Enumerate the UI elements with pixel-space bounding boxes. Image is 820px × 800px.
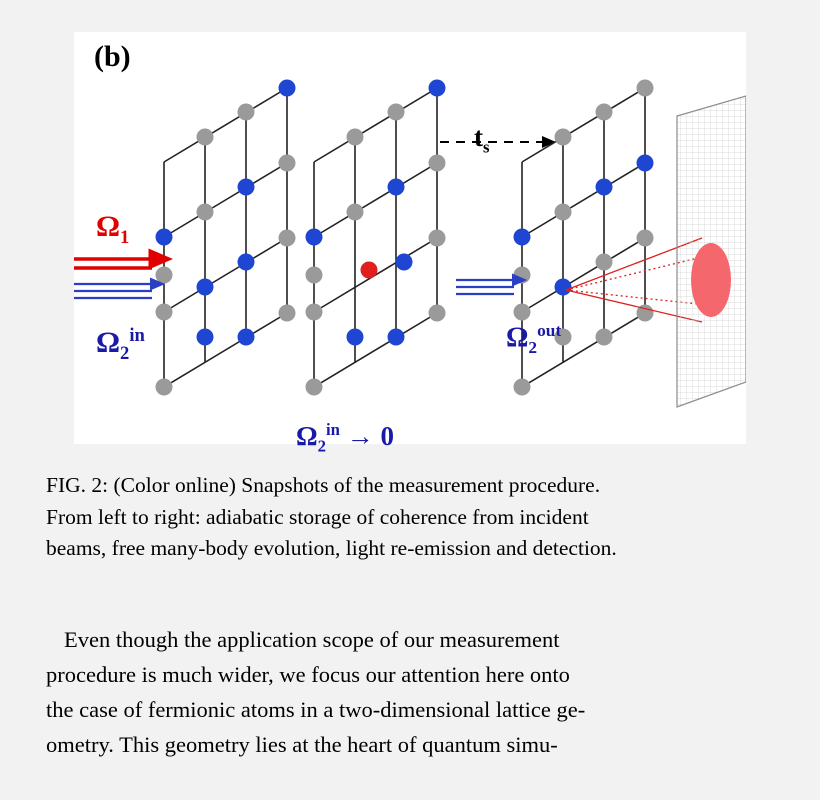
label-omega-2-in-zero: $\Omega_2^{in} \to 0$ (296, 420, 394, 456)
beam-omega2-out (456, 280, 514, 294)
panel-label: (b) (94, 40, 131, 73)
figure-illustration (74, 32, 746, 444)
beam-omega1 (74, 259, 152, 268)
figure-caption (46, 470, 820, 565)
figure-panel (74, 32, 746, 456)
body-text (46, 622, 820, 762)
detector-screen (677, 96, 746, 407)
lattice-middle (306, 80, 446, 396)
lattice-left (156, 80, 296, 396)
node-excited (361, 262, 378, 279)
body-line: the case of fermionic atoms in a two-dimensional lattice ge- (46, 697, 586, 723)
label-storage-time: $t_s$ (474, 122, 490, 157)
beam-omega2-in (74, 284, 152, 298)
caption-line: From left to right: adiabatic storage of coherence from incident (46, 504, 589, 529)
detection-spot (691, 243, 731, 317)
caption-line: beams, free many-body evolution, light re-emission and detection. (46, 536, 617, 561)
body-line: procedure is much wider, we focus our attention here onto (46, 662, 570, 688)
label-omega-2-out: $\Omega_2^{out}$ (506, 321, 562, 357)
label-omega-2-in: $\Omega_2^{in}$ (96, 325, 145, 364)
body-line: Even though the application scope of our measurement (64, 627, 560, 652)
body-line: ometry. This geometry lies at the heart of quantum simu- (46, 732, 558, 758)
caption-line: FIG. 2: (Color online) Snapshots of the measurement procedure. (46, 473, 601, 497)
label-omega-1: $\Omega_1$ (96, 210, 130, 248)
